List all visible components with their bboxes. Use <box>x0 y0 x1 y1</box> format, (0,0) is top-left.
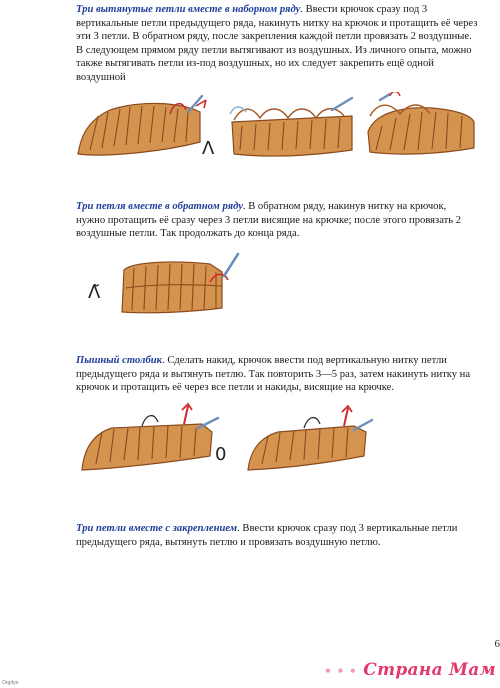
illustration-three-pulled-loops <box>70 92 485 162</box>
section-1-heading: Три вытянутые петли вместе в наборном ряду <box>76 4 301 15</box>
section-2-text: . В обратном ряду, накинув нитку на крючок, нужно протащить её сразу через 3 петли висящие на крючке; после этого провязать 2 воздушные петли. Так продолжать до конца ряда. <box>76 201 462 240</box>
puff-swatch-2 <box>248 406 372 470</box>
swatch-2 <box>230 98 352 156</box>
stitch-symbol-puff: 0 <box>215 444 227 465</box>
section-2-heading: Три петля вместе в обратном ряду <box>76 201 243 212</box>
swatch-1 <box>78 96 206 155</box>
illustration-three-loops-back-row <box>112 252 252 318</box>
page-number: 6 <box>494 638 500 650</box>
section-2-paragraph <box>76 200 478 241</box>
stitch-symbol-three-together: Λ̃ <box>88 282 101 303</box>
side-tag: Orgdyo <box>2 680 19 686</box>
stitch-symbol-pulled-loops: Λ <box>202 138 215 159</box>
section-4-text: . Ввести крючок сразу под 3 вертикальные петли предыдущего ряда, вытянуть петлю и провязать воздушную петлю. <box>76 523 458 548</box>
section-3-text: . Сделать накид, крючок ввести под вертикальную нитку петли предыдущего ряда и вытянуть петлю. Так повторить 3—5 раз, затем накинуть нитку на крючок и протащить её через все петли и накиды, висящие на крючке. <box>76 355 471 394</box>
section-3-paragraph <box>76 354 478 395</box>
section-3-heading: Пышный столбик <box>76 355 163 366</box>
section-1-paragraph <box>76 3 478 85</box>
puff-swatch-1 <box>82 404 218 470</box>
illustration-puff-stitch <box>72 398 392 478</box>
section-4-paragraph <box>76 522 478 549</box>
watermark-brand: Страна Мам <box>363 660 496 680</box>
watermark-dots: • • • <box>324 664 358 678</box>
section-1-text: . Ввести крючок сразу под 3 вертикальные петли предыдущего ряда, накинуть нитку на крючок и протащить её через эти 3 петли. В обратном ряду, после закрепления каждой петли провязать 2 воздушные. В следующем прямом ряду петли вытягивают из воздушных. Из личного опыта, можно также вытягивать петли из-под воздушных, но их следует закрепить ещё одной воздушной <box>76 4 478 83</box>
section-4-heading: Три петли вместе с закреплением <box>76 523 238 534</box>
watermark-logo <box>324 660 496 680</box>
swatch-3 <box>368 92 474 154</box>
